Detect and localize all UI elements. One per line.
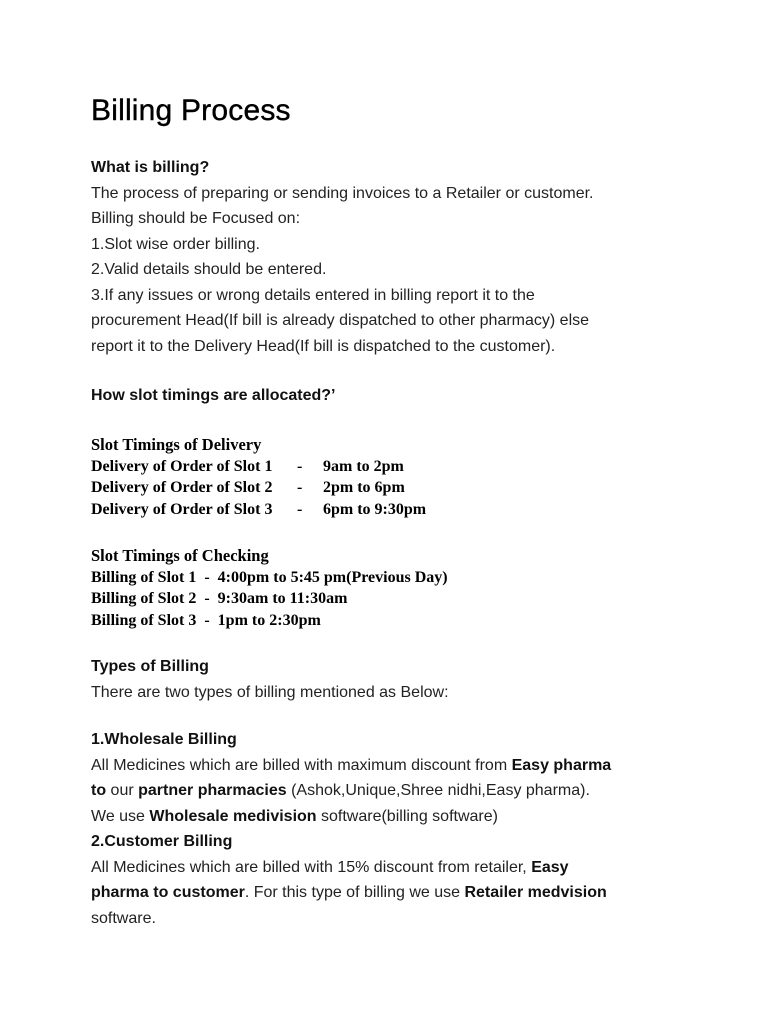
delivery-section	[91, 434, 691, 520]
wholesale-bold: Easy pharma	[511, 756, 612, 774]
delivery-slot-label: Delivery of Order of Slot 1	[91, 457, 273, 475]
delivery-slot-label: Delivery of Order of Slot 3	[91, 500, 273, 518]
customer-line	[91, 855, 691, 881]
wholesale-line	[91, 804, 691, 830]
types-section	[91, 654, 691, 705]
customer-bold: Easy	[531, 858, 569, 876]
delivery-heading: Slot Timings of Delivery	[91, 435, 262, 454]
wholesale-heading: 1.Wholesale Billing	[91, 731, 237, 748]
wholesale-section	[91, 727, 691, 931]
wholesale-line	[91, 753, 691, 779]
customer-text: . For this type of billing we use	[244, 884, 465, 901]
page-title: Billing Process	[91, 94, 291, 127]
intro-section	[91, 155, 691, 359]
checking-heading: Slot Timings of Checking	[91, 546, 269, 565]
types-heading: Types of Billing	[91, 658, 209, 675]
checking-row: Billing of Slot 2 - 9:30am to 11:30am	[91, 590, 348, 607]
delivery-time: 2pm to 6pm	[323, 479, 405, 496]
wholesale-text: All Medicines which are billed with maximum discount from	[91, 756, 512, 774]
intro-line: 3.If any issues or wrong details entered in billing report it to the	[91, 286, 535, 304]
checking-row: Billing of Slot 1 - 4:00pm to 5:45 pm(Previous Day)	[91, 568, 448, 586]
delivery-row	[91, 456, 691, 478]
customer-line: software.	[91, 909, 156, 927]
delivery-time: 9am to 2pm	[323, 457, 404, 475]
intro-line: 1.Slot wise order billing.	[91, 235, 260, 253]
wholesale-line	[91, 778, 691, 804]
delivery-time: 6pm to 9:30pm	[323, 500, 427, 518]
wholesale-bold: partner pharmacies	[138, 782, 287, 799]
delivery-sep: -	[297, 457, 303, 475]
wholesale-text: our	[106, 782, 139, 799]
intro-line: procurement Head(If bill is already dispatched to other pharmacy) else	[91, 312, 590, 329]
delivery-row	[91, 499, 691, 521]
checking-row: Billing of Slot 3 - 1pm to 2:30pm	[91, 611, 321, 629]
intro-line: report it to the Delivery Head(If bill is dispatched to the customer).	[91, 337, 556, 355]
customer-bold: Retailer medvision	[464, 884, 607, 901]
delivery-sep: -	[297, 500, 303, 518]
customer-text: All Medicines which are billed with 15% discount from retailer,	[91, 858, 532, 876]
intro-line: 2.Valid details should be entered.	[91, 261, 327, 278]
intro-line: Billing should be Focused on:	[91, 210, 301, 227]
intro-line: The process of preparing or sending invoices to a Retailer or customer.	[91, 184, 594, 202]
delivery-row	[91, 477, 691, 499]
wholesale-text: We use	[91, 807, 150, 825]
wholesale-text: software(billing software)	[316, 807, 498, 825]
delivery-sep: -	[297, 479, 303, 496]
customer-heading: 2.Customer Billing	[91, 833, 233, 850]
intro-heading: What is billing?	[91, 159, 210, 176]
wholesale-bold: to	[91, 782, 107, 799]
wholesale-bold: Wholesale medivision	[149, 807, 317, 825]
wholesale-text: (Ashok,Unique,Shree nidhi,Easy pharma).	[286, 782, 590, 799]
types-intro: There are two types of billing mentioned as Below:	[91, 683, 449, 701]
slot-question: How slot timings are allocated?’	[91, 387, 336, 404]
delivery-slot-label: Delivery of Order of Slot 2	[91, 479, 273, 496]
checking-section	[91, 545, 691, 631]
customer-bold: pharma to customer	[91, 884, 245, 901]
customer-line	[91, 880, 691, 906]
